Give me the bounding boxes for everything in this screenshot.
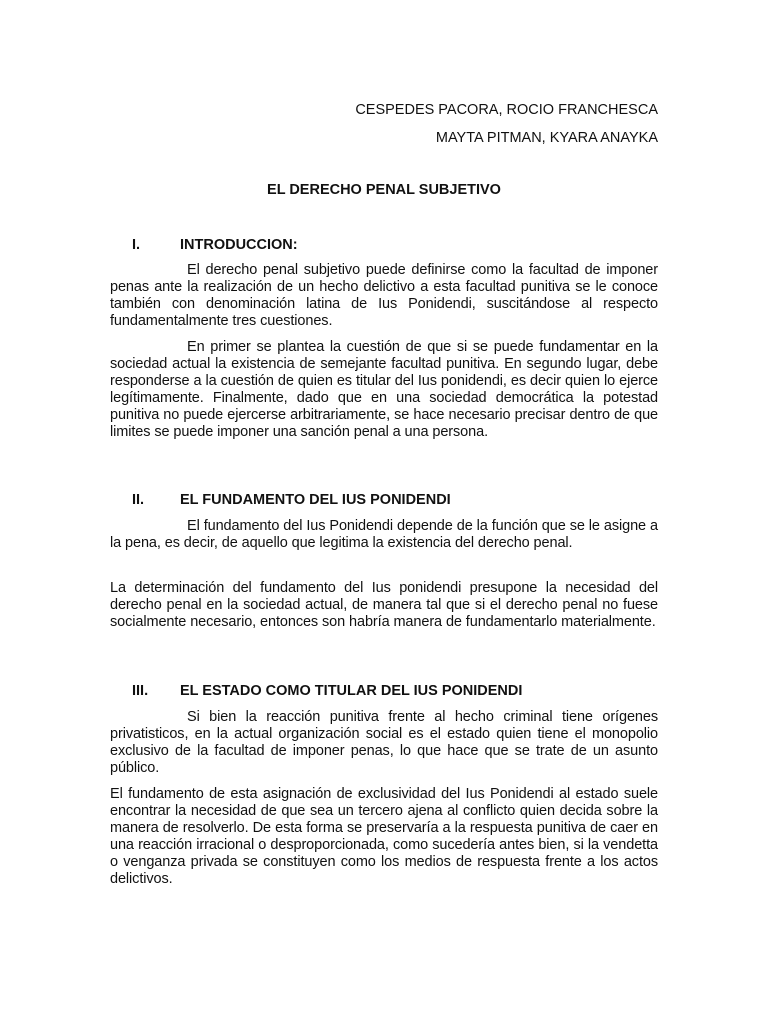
paragraph: El derecho penal subjetivo puede definirse como la facultad de imponer penas ante la realización de un hecho delictivo a esta facultad punitiva se le conoce también con denominación latina de Ius Ponidendi, suscitándose al respecto fundamentalmente tres cuestiones. (110, 262, 658, 329)
section-title: INTRODUCCION: (180, 237, 298, 253)
paragraph: En primer se plantea la cuestión de que si se puede fundamentar en la sociedad actual la existencia de semejante facultad punitiva. En segundo lugar, debe responderse a la cuestión de quien es titular del Ius ponidendi, es decir quien lo ejerce legítimamente. Finalmente, dado que en una sociedad democrática la potestad punitiva no puede ejercerse arbitrariamente, se hace necesario precisar dentro de que limites se puede imponer una sanción penal a una persona. (110, 339, 658, 440)
section-title: EL FUNDAMENTO DEL IUS PONIDENDI (180, 492, 451, 508)
author-name: MAYTA PITMAN, KYARA ANAYKA (435, 130, 658, 146)
section-number: II. (132, 492, 145, 508)
paragraph: La determinación del fundamento del Ius ponidendi presupone la necesidad del derecho penal en la sociedad actual, de manera tal que si el derecho penal no fuese socialmente necesario, entonces son habría manera de fundamentarlo materialmente. (110, 580, 658, 630)
author-name: CESPEDES PACORA, ROCIO FRANCHESCA (355, 102, 658, 118)
paragraph: El fundamento del Ius Ponidendi depende de la función que se le asigne a la pena, es decir, de aquello que legitima la existencia del derecho penal. (110, 518, 658, 551)
document-page (110, 0, 658, 1024)
section-number: III. (132, 683, 149, 699)
section-title: EL ESTADO COMO TITULAR DEL IUS PONIDENDI (180, 683, 523, 699)
document-title: EL DERECHO PENAL SUBJETIVO (267, 182, 501, 198)
paragraph: Si bien la reacción punitiva frente al hecho criminal tiene orígenes privatisticos, en la actual organización social es el estado quien tiene el monopolio exclusivo de la facultad de imponer penas, lo que hace que se trate de un asunto público. (110, 709, 658, 776)
section-number: I. (132, 237, 141, 253)
paragraph: El fundamento de esta asignación de exclusividad del Ius Ponidendi al estado suele encontrar la necesidad de que sea un tercero ajena al conflicto quien decida sobre la manera de resolverlo. De esta forma se preservaría a la respuesta punitiva de caer en una reacción irracional o desproporcionada, como sucedería antes bien, si la vendetta o venganza privada se constituyen como los medios de respuesta frente a los actos delictivos. (110, 786, 658, 887)
